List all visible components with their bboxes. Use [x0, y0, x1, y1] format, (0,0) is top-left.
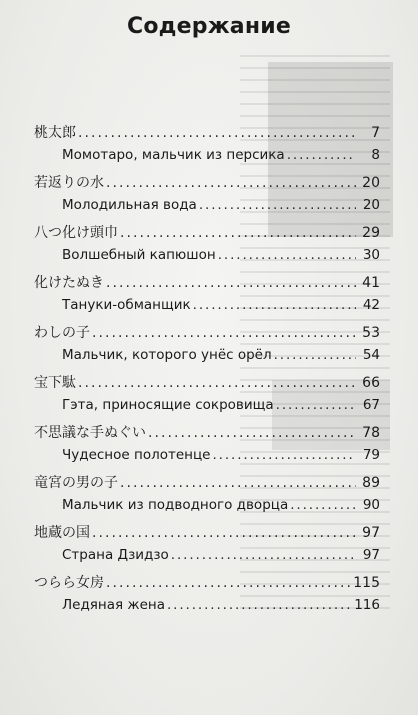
toc-entry-russian	[34, 497, 380, 522]
toc-entry-page-number: 78	[362, 425, 380, 441]
toc-entry-russian	[34, 247, 380, 272]
dot-leader	[106, 575, 351, 591]
toc-entry-page-number: 67	[362, 397, 380, 413]
dot-leader	[78, 125, 356, 141]
toc-entry-page-number: 20	[362, 197, 380, 213]
toc-entry-japanese	[34, 472, 380, 497]
toc-entry-title: 不思議な手ぬぐい	[34, 425, 146, 441]
toc-entry-title: Момотаро, мальчик из персика	[62, 147, 285, 163]
toc-entry-page-number: 90	[362, 497, 380, 513]
dot-leader	[287, 147, 356, 163]
toc-entry-title: Тануки-обманщик	[62, 297, 191, 313]
toc-entry-title: 桃太郎	[34, 125, 76, 141]
toc-entry-russian	[34, 347, 380, 372]
dot-leader	[276, 397, 356, 413]
dot-leader	[106, 175, 356, 191]
toc-entry-russian	[34, 197, 380, 222]
dot-leader	[120, 225, 356, 241]
dot-leader	[199, 197, 356, 213]
dot-leader	[290, 497, 356, 513]
toc-entry-title: Страна Дзидзо	[62, 547, 169, 563]
toc-entry-page-number: 8	[371, 147, 380, 163]
toc-entry-title: Молодильная вода	[62, 197, 197, 213]
toc-entry-russian	[34, 397, 380, 422]
toc-entry-page-number: 79	[362, 447, 380, 463]
toc-entry-title: 地蔵の国	[34, 525, 90, 541]
toc-entry-page-number: 97	[362, 525, 380, 541]
toc-entry-japanese	[34, 322, 380, 347]
toc-entry-page-number: 89	[362, 475, 380, 491]
dot-leader	[193, 297, 356, 313]
toc-entry-title: Чудесное полотенце	[62, 447, 211, 463]
dot-leader	[92, 525, 356, 541]
table-of-contents	[34, 122, 380, 622]
toc-entry-japanese	[34, 222, 380, 247]
toc-entry-title: 竜宮の男の子	[34, 475, 118, 491]
dot-leader	[167, 597, 352, 613]
page-title: Содержание	[127, 14, 291, 39]
toc-entry-russian	[34, 147, 380, 172]
toc-entry-japanese	[34, 372, 380, 397]
toc-entry-title: Ледяная жена	[62, 597, 165, 613]
dot-leader	[120, 475, 356, 491]
toc-entry-page-number: 20	[362, 175, 380, 191]
toc-entry-title: わしの子	[34, 325, 90, 341]
dot-leader	[148, 425, 356, 441]
toc-entry-page-number: 29	[362, 225, 380, 241]
dot-leader	[212, 447, 356, 463]
dot-leader	[218, 247, 356, 263]
toc-entry-page-number: 30	[362, 247, 380, 263]
toc-entry-russian	[34, 597, 380, 622]
dot-leader	[106, 275, 356, 291]
toc-entry-title: 宝下駄	[34, 375, 76, 391]
toc-entry-page-number: 53	[362, 325, 380, 341]
toc-entry-page-number: 116	[354, 597, 380, 613]
toc-entry-japanese	[34, 272, 380, 297]
toc-entry-japanese	[34, 122, 380, 147]
toc-entry-russian	[34, 447, 380, 472]
toc-entry-title: Волшебный капюшон	[62, 247, 216, 263]
toc-entry-title: つらら女房	[34, 575, 104, 591]
toc-entry-russian	[34, 547, 380, 572]
toc-entry-title: 八つ化け頭巾	[34, 225, 118, 241]
toc-entry-page-number: 7	[371, 125, 380, 141]
toc-entry-page-number: 54	[362, 347, 380, 363]
toc-entry-japanese	[34, 572, 380, 597]
dot-leader	[78, 375, 356, 391]
toc-entry-japanese	[34, 522, 380, 547]
dot-leader	[171, 547, 356, 563]
toc-entry-page-number: 42	[362, 297, 380, 313]
toc-entry-title: Мальчик, которого унёс орёл	[62, 347, 272, 363]
dot-leader	[92, 325, 356, 341]
toc-entry-title: 若返りの水	[34, 175, 104, 191]
toc-entry-page-number: 97	[362, 547, 380, 563]
toc-entry-page-number: 66	[362, 375, 380, 391]
toc-entry-title: Гэта, приносящие сокровища	[62, 397, 274, 413]
toc-entry-japanese	[34, 422, 380, 447]
toc-entry-page-number: 41	[362, 275, 380, 291]
toc-entry-japanese	[34, 172, 380, 197]
toc-entry-title: Мальчик из подводного дворца	[62, 497, 289, 513]
dot-leader	[274, 347, 356, 363]
toc-entry-russian	[34, 297, 380, 322]
toc-entry-title: 化けたぬき	[34, 275, 104, 291]
toc-entry-page-number: 115	[353, 575, 380, 591]
